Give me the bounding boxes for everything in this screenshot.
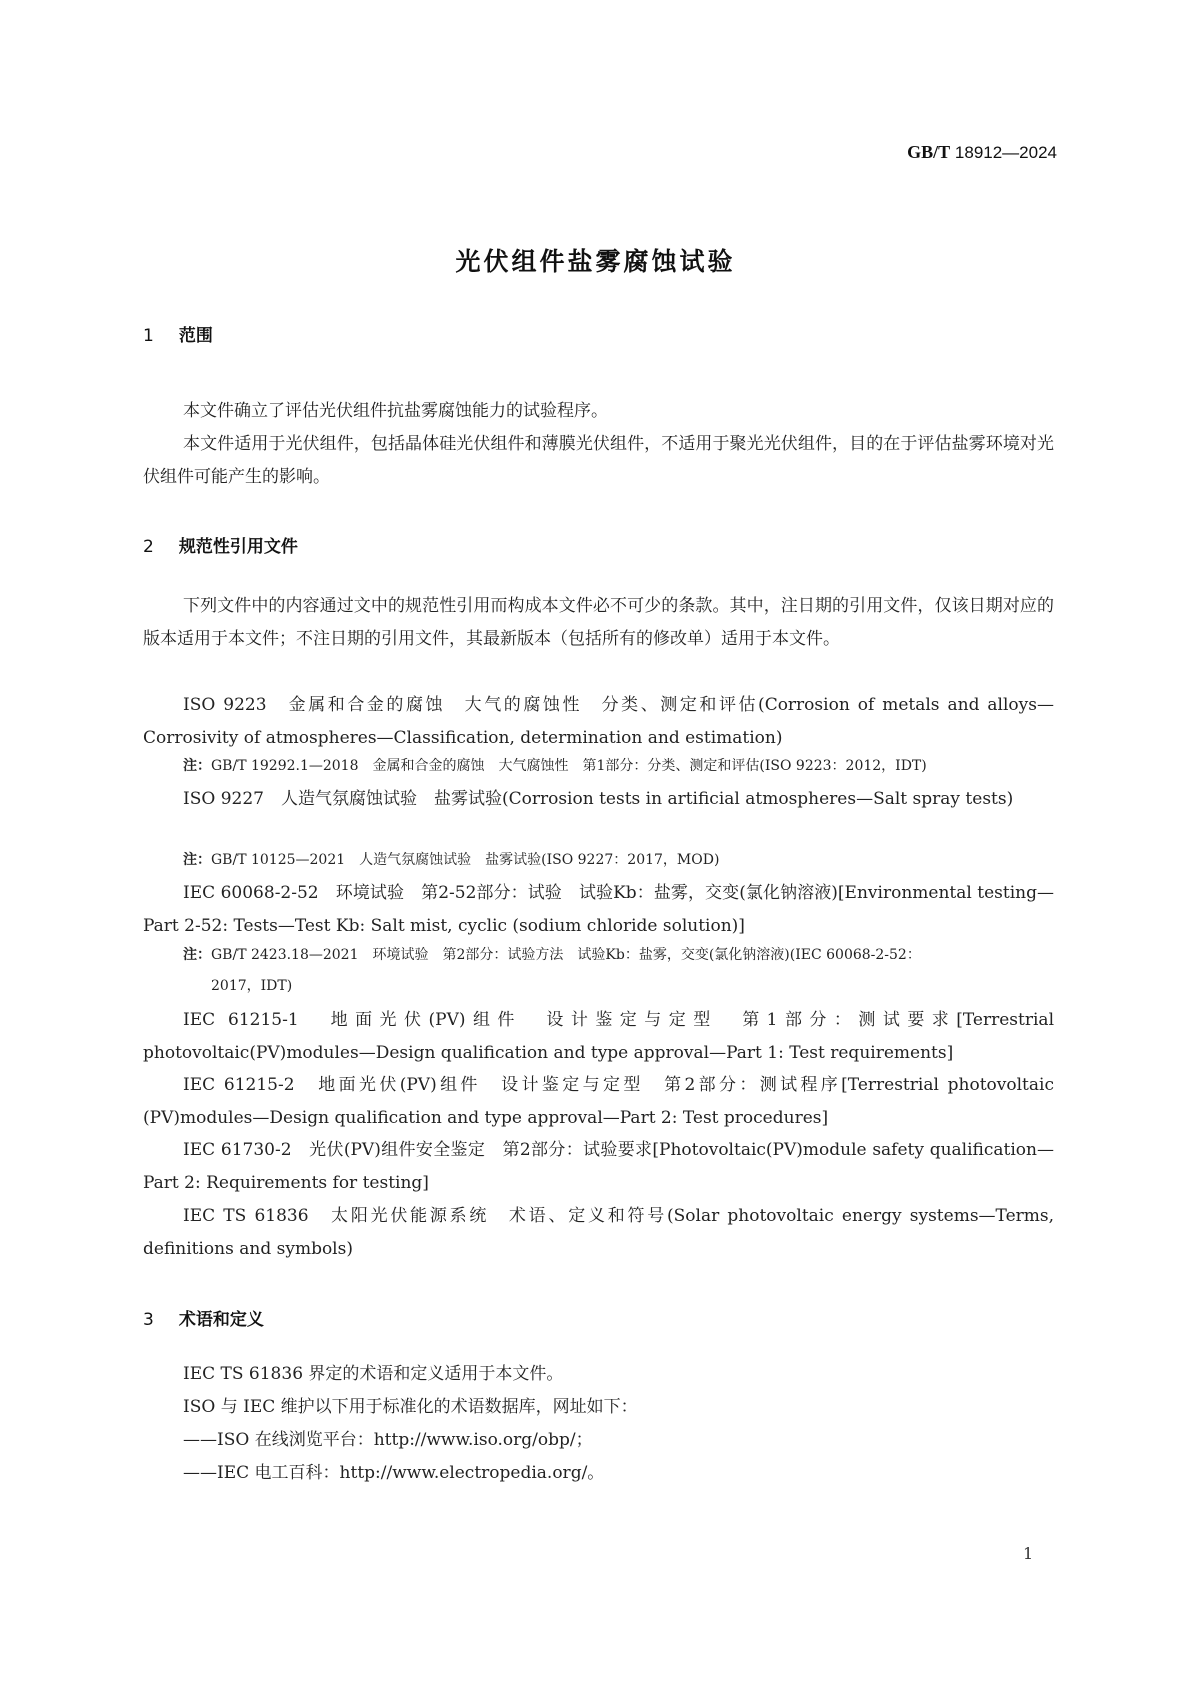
note-continuation: 2017，IDT) — [211, 978, 293, 994]
note-label: 注： — [183, 947, 211, 963]
list-item-link: ——IEC 电工百科：http://www.electropedia.org/。 — [183, 1463, 605, 1483]
note-text: GB/T 2423.18—2021 环境试验 第2部分：试验方法 试验Kb：盐雾，交变(氯化钠溶液)(IEC 60068-2-52： — [211, 947, 921, 963]
reference-note — [183, 751, 1054, 782]
standard-prefix: GB/T — [907, 142, 951, 162]
section-title: 范围 — [178, 326, 213, 346]
note-label: 注： — [183, 852, 211, 868]
reference-item: IEC 61215-2 地面光伏(PV)组件 设计鉴定与定型 第2部分：测试程序[Terrestrial photovoltaic (PV)modules—Design qualification and type approval—Part 2: Test procedures] — [143, 1075, 1054, 1128]
note-label: 注： — [183, 758, 211, 774]
section-3-heading — [143, 1305, 264, 1330]
paragraph: 下列文件中的内容通过文中的规范性引用而构成本文件必不可少的条款。其中，注日期的引用文件，仅该日期对应的版本适用于本文件；不注日期的引用文件，其最新版本（包括所有的修改单）适用于本文件。 — [143, 596, 1054, 649]
reference-note — [183, 940, 1054, 1002]
section-title: 规范性引用文件 — [178, 537, 298, 557]
paragraph: 本文件适用于光伏组件，包括晶体硅光伏组件和薄膜光伏组件，不适用于聚光光伏组件，目的在于评估盐雾环境对光伏组件可能产生的影响。 — [143, 434, 1054, 487]
reference-item: ISO 9227 人造气氛腐蚀试验 盐雾试验(Corrosion tests in artificial atmospheres—Salt spray tests) — [183, 789, 1014, 809]
section-number: 2 — [143, 537, 154, 557]
paragraph: ISO 与 IEC 维护以下用于标准化的术语数据库，网址如下： — [183, 1397, 638, 1417]
reference-item: ISO 9223 金属和合金的腐蚀 大气的腐蚀性 分类、测定和评估(Corrosion of metals and alloys—Corrosivity of atmospheres—Classification, determination and estimation) — [143, 695, 1054, 748]
section-number: 3 — [143, 1310, 154, 1330]
note-text: GB/T 10125—2021 人造气氛腐蚀试验 盐雾试验(ISO 9227：2017，MOD) — [211, 852, 720, 868]
paragraph: IEC TS 61836 界定的术语和定义适用于本文件。 — [183, 1364, 564, 1384]
list-item-link: ——ISO 在线浏览平台：http://www.iso.org/obp/； — [183, 1430, 593, 1450]
section-title: 术语和定义 — [178, 1310, 264, 1330]
paragraph: 本文件确立了评估光伏组件抗盐雾腐蚀能力的试验程序。 — [183, 401, 608, 421]
section-1-heading — [143, 321, 213, 346]
document-title: 光伏组件盐雾腐蚀试验 — [455, 247, 736, 276]
section-number: 1 — [143, 326, 154, 346]
reference-item: IEC 61730-2 光伏(PV)组件安全鉴定 第2部分：试验要求[Photovoltaic(PV)module safety qualification—Part 2: Requirements for testing] — [143, 1140, 1054, 1193]
reference-item: IEC TS 61836 太阳光伏能源系统 术语、定义和符号(Solar photovoltaic energy systems—Terms, definitions and symbols) — [143, 1206, 1054, 1259]
section-2-heading — [143, 532, 298, 557]
reference-item: IEC 60068-2-52 环境试验 第2-52部分：试验 试验Kb：盐雾，交变(氯化钠溶液)[Environmental testing—Part 2-52: Tests—Test Kb: Salt mist, cyclic (sodium chloride solution)] — [143, 883, 1054, 936]
reference-note — [183, 845, 1054, 876]
page-number: 1 — [1023, 1544, 1034, 1563]
standard-code — [907, 142, 1057, 163]
standard-number: 18912—2024 — [954, 143, 1057, 162]
note-text: GB/T 19292.1—2018 金属和合金的腐蚀 大气腐蚀性 第1部分：分类、测定和评估(ISO 9223：2012，IDT) — [211, 758, 927, 774]
reference-item: IEC 61215-1 地面光伏(PV)组件 设计鉴定与定型 第1部分：测试要求[Terrestrial photovoltaic(PV)modules—Design qualification and type approval—Part 1: Test requirements] — [143, 1010, 1054, 1063]
